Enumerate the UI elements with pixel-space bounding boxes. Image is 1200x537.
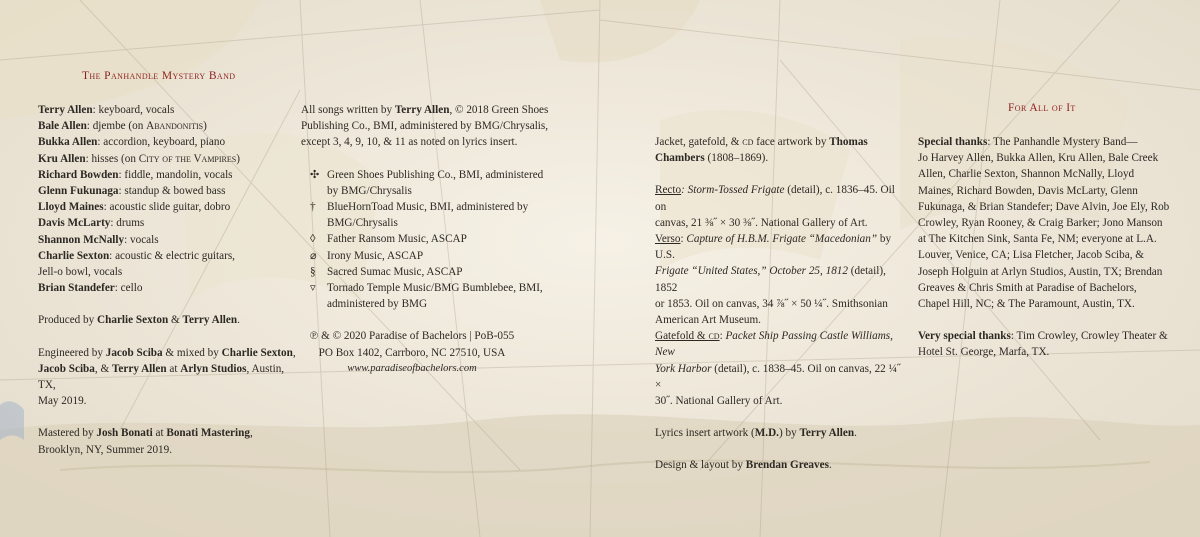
band-member: Bale Allen: djembe (on Abandonitis) — [38, 120, 207, 133]
publisher-item: ◊ Father Ransom Music, ASCAP — [310, 233, 467, 246]
engineered-credit: Engineered by Jacob Sciba & mixed by Charlie Sexton, Jacob Sciba, & Terry Allen at Arlyn Studios, Austin, TX, May 2019. — [38, 346, 296, 408]
band-member: Glenn Fukunaga: standup & bowed bass — [38, 185, 226, 198]
songwriting-credit: All songs written by Terry Allen, © 2018 Green Shoes Publishing Co., BMI, administered by BMG/Chrysalis, except 3, 4, 9, 10, & 11 as noted on lyrics insert. — [301, 104, 549, 149]
band-member: Davis McLarty: drums — [38, 217, 145, 230]
thanks-column — [918, 134, 1180, 361]
band-member: Kru Allen: hisses (on City of the Vampires) — [38, 152, 240, 165]
publisher-list: ✣ Green Shoes Publishing Co., BMI, administered by BMG/Chrysalis † BlueHornToad Music, BMI, administered by BMG/Chrysalis ◊ Father Ransom Music, ASCAP ⌀ Irony Music, ASCAP § Sacred Sumac Music, ASCAP ▿ Tornado Temple Music/BMG Bumblebee, BMI, administered by BMG — [301, 167, 561, 313]
publishing-column — [301, 102, 561, 377]
band-member: Lloyd Maines: acoustic slide guitar, dobro — [38, 201, 231, 214]
verso-credit: Verso: Capture of H.B.M. Frigate “Macedonian” by U.S. Frigate “United States,” October 25, 1812 (detail), 1852 or 1853. Oil on canvas, 34 ⅞˝ × 50 ¼˝. Smithsonian American Art Museum. — [655, 233, 892, 327]
band-member: Terry Allen: keyboard, vocals — [38, 104, 175, 116]
band-heading: The Panhandle Mystery Band — [82, 70, 236, 82]
recto-credit: Recto: Storm-Tossed Frigate (detail), c. 1836–45. Oil on canvas, 21 ⅜˝ × 30 ⅜˝. National Gallery of Art. — [655, 184, 895, 229]
design-credit: Design & layout by Brendan Greaves. — [655, 459, 832, 472]
publisher-item: ▿ Tornado Temple Music/BMG Bumblebee, BMI, — [310, 282, 543, 295]
band-list — [38, 102, 298, 296]
gatefold-credit: Gatefold & cd: Packet Ship Passing Castle Williams, New York Harbor (detail), c. 1838–45. Oil on canvas, 22 ¼˝ × 30˝. National Gallery of Art. — [655, 330, 901, 408]
publisher-item: ✣ Green Shoes Publishing Co., BMI, administered — [310, 168, 544, 181]
special-thanks: Special thanks: The Panhandle Mystery Band— Jo Harvey Allen, Bukka Allen, Kru Allen, Bale Creek Allen, Charlie Sexton, Shannon McNally, Lloyd Maines, Richard Bowden, Davis McLarty, Glenn Fukunaga, & Brian Standefer; Dave Alvin, Joe Ely, Rob Crowley, Ryan Rooney, & Craig Barker; Jono Manson at The Kitchen Sink, Santa Fe, NM; everyone at L.A. Louver, Venice, CA; Lisa Fletcher, Jacob Sciba, & Joseph Holguin at Arlyn Studios, Austin, TX; Brendan Greaves & Chris Smith at Paradise of Bachelors, Chapel Hill, NC; & The Paramount, Austin, TX. — [918, 136, 1170, 311]
very-special-thanks: Very special thanks: Tim Crowley, Crowley Theater & Hotel St. George, Marfa, TX. — [918, 330, 1168, 359]
band-member: Shannon McNally: vocals — [38, 233, 159, 246]
publisher-item: † BlueHornToad Music, BMI, administered by — [310, 201, 529, 214]
band-member: Charlie Sexton: acoustic & electric guitars, — [38, 249, 235, 262]
thanks-heading: For All of It — [1008, 102, 1076, 114]
band-member: Brian Standefer: cello — [38, 282, 143, 295]
label-info: ℗ & © 2020 Paradise of Bachelors | PoB-055 PO Box 1402, Carrboro, NC 27510, USA www.paradiseofbachelors.com — [301, 328, 523, 377]
artwork-credit: Jacket, gatefold, & cd face artwork by Thomas Chambers (1808–1869). — [655, 136, 868, 165]
produced-credit: Produced by Charlie Sexton & Terry Allen. — [38, 314, 240, 327]
artwork-column — [655, 134, 905, 474]
publisher-item: § Sacred Sumac Music, ASCAP — [310, 265, 463, 278]
band-member: Richard Bowden: fiddle, mandolin, vocals — [38, 168, 233, 181]
publisher-item: ⌀ Irony Music, ASCAP — [310, 249, 424, 262]
band-member-continued: Jell-o bowl, vocals — [38, 266, 123, 279]
band-credits-column — [38, 102, 298, 458]
lyrics-artwork-credit: Lyrics insert artwork (M.D.) by Terry Allen. — [655, 427, 857, 440]
band-member: Bukka Allen: accordion, keyboard, piano — [38, 136, 226, 149]
label-website-link[interactable]: www.paradiseofbachelors.com — [347, 362, 477, 374]
mastered-credit: Mastered by Josh Bonati at Bonati Mastering, Brooklyn, NY, Summer 2019. — [38, 427, 253, 456]
